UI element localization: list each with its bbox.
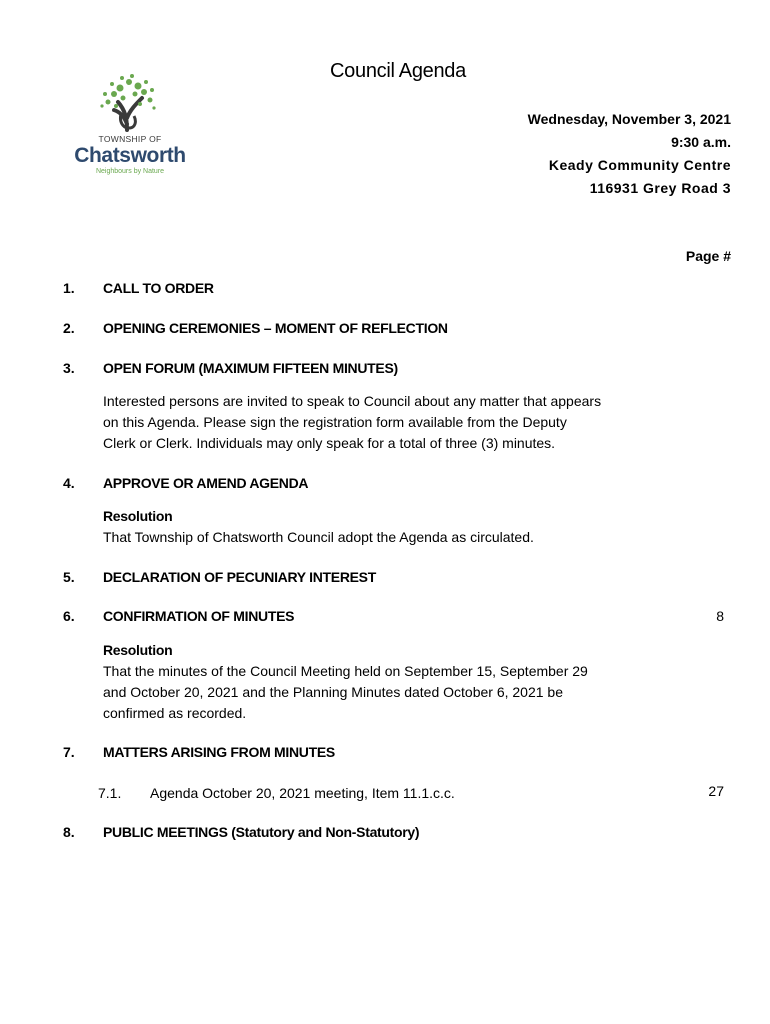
item-heading: APPROVE OR AMEND AGENDA: [103, 475, 309, 491]
item-heading: CONFIRMATION OF MINUTES: [103, 608, 295, 624]
meeting-address: 116931 Grey Road 3: [589, 180, 731, 196]
page-title: Council Agenda: [330, 60, 466, 82]
text-line: and October 20, 2021 and the Planning Minutes dated October 6, 2021 be: [103, 684, 563, 700]
item-number: 2.: [63, 320, 75, 336]
item-heading: OPEN FORUM (MAXIMUM FIFTEEN MINUTES): [103, 360, 398, 376]
text-line: That the minutes of the Council Meeting held on September 15, September 29: [103, 663, 588, 679]
item-heading: DECLARATION OF PECUNIARY INTEREST: [103, 569, 376, 585]
sub-item-number: 7.1.: [98, 785, 122, 801]
text-line: Clerk or Clerk. Individuals may only speak for a total of three (3) minutes.: [103, 435, 556, 451]
meeting-info: [528, 108, 731, 200]
logo-name: Chatsworth: [74, 144, 186, 167]
logo-tagline: Neighbours by Nature: [95, 168, 165, 175]
item-heading: PUBLIC MEETINGS (Statutory and Non-Statutory): [103, 824, 420, 840]
item-heading: MATTERS ARISING FROM MINUTES: [103, 744, 335, 760]
text-line: That Township of Chatsworth Council adopt the Agenda as circulated.: [103, 529, 534, 545]
item-heading: OPENING CEREMONIES – MOMENT OF REFLECTION: [103, 320, 448, 336]
meeting-time: 9:30 a.m.: [671, 134, 731, 150]
tree-logo-icon: [94, 72, 164, 134]
meeting-location: Keady Community Centre: [548, 157, 731, 173]
page-number: 27: [708, 783, 724, 799]
logo-prefix: TOWNSHIP OF: [98, 134, 162, 144]
item-number: 1.: [63, 280, 75, 296]
item-number: 5.: [63, 569, 75, 585]
resolution-label: Resolution: [103, 508, 173, 524]
item-number: 4.: [63, 475, 75, 491]
resolution-label: Resolution: [103, 642, 173, 658]
item-heading: CALL TO ORDER: [103, 280, 214, 296]
item-3-description: [103, 391, 663, 454]
item-number: 7.: [63, 744, 75, 760]
meeting-date: Wednesday, November 3, 2021: [527, 111, 731, 127]
page-column-header: Page #: [685, 248, 731, 264]
item-number: 3.: [63, 360, 75, 376]
sub-item-text: Agenda October 20, 2021 meeting, Item 11.1.c.c.: [150, 785, 455, 801]
item-number: 8.: [63, 824, 75, 840]
item-4-resolution: [103, 527, 663, 548]
township-logo: [70, 72, 200, 182]
text-line: Interested persons are invited to speak to Council about any matter that appears: [103, 393, 602, 409]
page-number: 8: [716, 608, 724, 624]
item-number: 6.: [63, 608, 75, 624]
text-line: on this Agenda. Please sign the registration form available from the Deputy: [103, 414, 567, 430]
item-6-resolution: [103, 661, 663, 724]
text-line: confirmed as recorded.: [103, 705, 247, 721]
